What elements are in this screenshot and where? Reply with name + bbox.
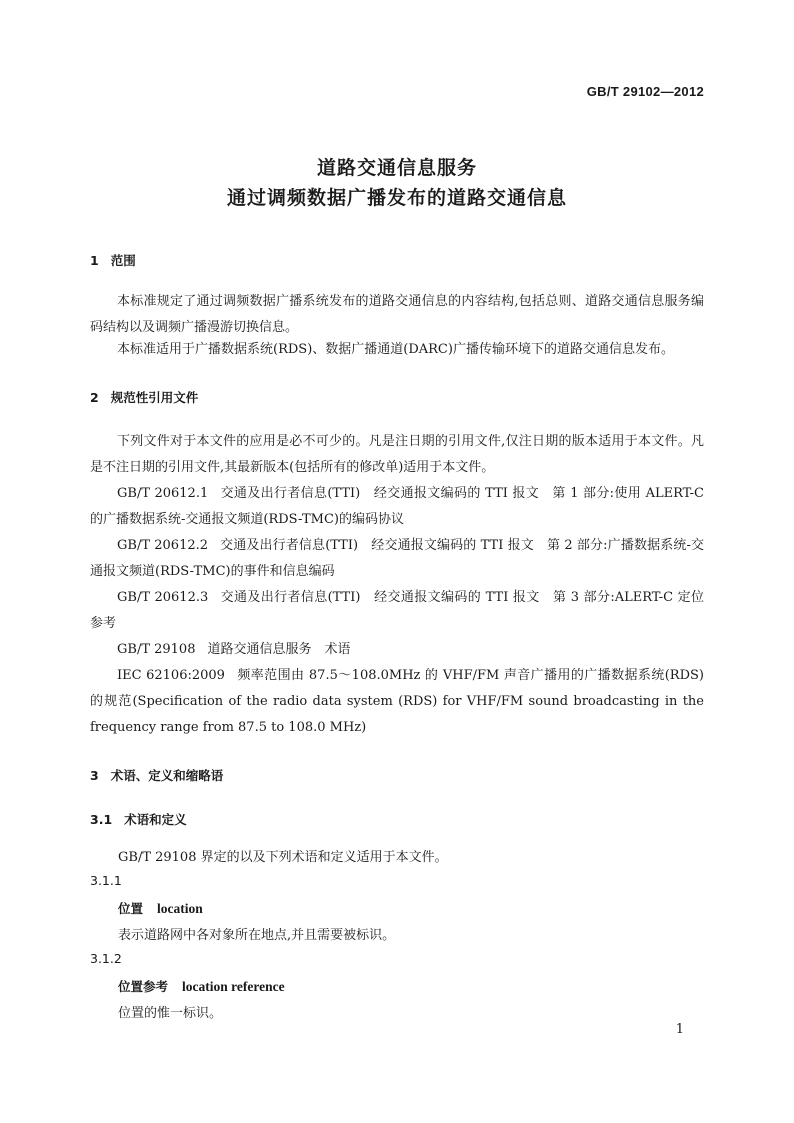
term-en: location: [157, 901, 203, 916]
section-1-heading: [90, 251, 136, 269]
reference-title: 频率范围由 87.5～108.0MHz 的 VHF/FM 声音广播用的广播数据系统(RDS)的规范(Specification of the radio data system (RDS) for VHF/FM sound broadcasting in the frequency range from 87.5 to 108.0 MHz): [90, 668, 704, 735]
reference-code: GB/T 20612.2: [117, 538, 209, 553]
page-number: 1: [675, 1022, 684, 1037]
section-3-heading: [90, 766, 223, 784]
section-number: 3: [90, 768, 99, 783]
subsection-3-1-heading: [90, 810, 187, 828]
terms-intro: GB/T 29108 界定的以及下列术语和定义适用于本文件。: [118, 850, 448, 865]
section-title: 术语、定义和缩略语: [110, 768, 224, 783]
references-intro: 下列文件对于本文件的应用是必不可少的。凡是注日期的引用文件,仅注日期的版本适用于本文件。凡是不注日期的引用文件,其最新版本(包括所有的修改单)适用于本文件。: [90, 434, 704, 475]
section-number: 2: [90, 390, 99, 405]
reference-item: [90, 585, 704, 637]
standard-code: GB/T 29102—2012: [586, 84, 704, 99]
section-2-heading: [90, 388, 198, 406]
reference-code: IEC 62106:2009: [117, 668, 225, 683]
section-title: 范围: [110, 253, 136, 268]
term-number: 3.1.2: [90, 951, 122, 966]
scope-paragraph-2: 本标准适用于广播数据系统(RDS)、数据广播通道(DARC)广播传输环境下的道路交通信息发布。: [117, 342, 674, 357]
term-definition: 位置的惟一标识。: [118, 1006, 223, 1021]
scope-paragraph-1: 本标准规定了通过调频数据广播系统发布的道路交通信息的内容结构,包括总则、道路交通信息服务编码结构以及调频广播漫游切换信息。: [90, 294, 704, 335]
document-title-line1: 道路交通信息服务: [316, 157, 477, 179]
term-number: 3.1.1: [90, 873, 122, 888]
term-definition: 表示道路网中各对象所在地点,并且需要被标识。: [118, 928, 396, 943]
reference-item: [90, 533, 704, 585]
section-title: 规范性引用文件: [110, 390, 199, 405]
reference-code: GB/T 29108: [117, 642, 196, 657]
reference-item: [90, 663, 704, 741]
reference-code: GB/T 20612.1: [117, 486, 209, 501]
reference-code: GB/T 20612.3: [117, 590, 209, 605]
reference-title: 道路交通信息服务 术语: [207, 642, 351, 657]
document-title-line2: 通过调频数据广播发布的道路交通信息: [226, 187, 567, 209]
section-number: 1: [90, 253, 99, 268]
reference-title: 交通及出行者信息(TTI) 经交通报文编码的 TTI 报文 第 1 部分:使用 ALERT-C的广播数据系统-交通报文频道(RDS-TMC)的编码协议: [90, 486, 704, 527]
reference-item: [90, 637, 704, 663]
reference-item: [90, 481, 704, 533]
term-en: location reference: [182, 979, 285, 994]
reference-title: 交通及出行者信息(TTI) 经交通报文编码的 TTI 报文 第 3 部分:ALERT-C 定位参考: [90, 590, 704, 631]
reference-title: 交通及出行者信息(TTI) 经交通报文编码的 TTI 报文 第 2 部分:广播数据系统-交通报文频道(RDS-TMC)的事件和信息编码: [90, 538, 704, 579]
subsection-number: 3.1: [90, 812, 113, 827]
term-heading: [118, 977, 285, 995]
subsection-title: 术语和定义: [124, 812, 187, 827]
term-cn: 位置参考: [118, 979, 169, 994]
term-heading: [118, 899, 203, 917]
term-cn: 位置: [118, 901, 144, 916]
